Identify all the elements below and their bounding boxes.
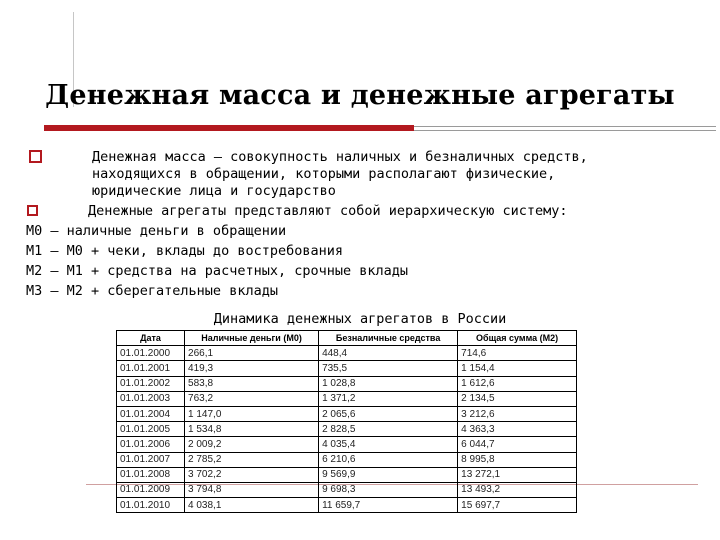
table-cell: 6 210,6 — [319, 452, 458, 467]
table-row — [117, 422, 577, 437]
table-cell: 9 698,3 — [319, 482, 458, 497]
table-cell: 8 995,8 — [458, 452, 577, 467]
table-header-cell: Безналичные средства — [319, 331, 458, 346]
aggregate-m0: М0 — наличные деньги в обращении — [26, 223, 287, 239]
square-bullet-icon — [29, 150, 42, 163]
table-cell: 763,2 — [185, 391, 319, 406]
table-cell: 01.01.2002 — [117, 376, 185, 391]
table-cell: 1 147,0 — [185, 406, 319, 421]
aggregate-m3: М3 — М2 + сберегательные вклады — [26, 283, 278, 299]
table-cell: 01.01.2009 — [117, 482, 185, 497]
table-header-cell: Наличные деньги (М0) — [185, 331, 319, 346]
table-row — [117, 376, 577, 391]
table-cell: 1 612,6 — [458, 376, 577, 391]
money-aggregates-table — [116, 330, 577, 513]
aggregate-m1: М1 — М0 + чеки, вклады до востребования — [26, 243, 343, 259]
table-row — [117, 452, 577, 467]
table-row — [117, 391, 577, 406]
table-cell: 13 272,1 — [458, 467, 577, 482]
table-cell: 6 044,7 — [458, 437, 577, 452]
table-cell: 714,6 — [458, 346, 577, 361]
table-caption: Динамика денежных агрегатов в России — [213, 311, 507, 327]
table-cell: 2 065,6 — [319, 406, 458, 421]
table-cell: 01.01.2000 — [117, 346, 185, 361]
table-header-row — [117, 331, 577, 346]
table-cell: 15 697,7 — [458, 498, 577, 513]
bullet-line: Денежные агрегаты представляют собой иерархическую систему: — [88, 203, 568, 219]
aggregate-m2: М2 — М1 + средства на расчетных, срочные вклады — [26, 263, 409, 279]
table-row — [117, 361, 577, 376]
bullet-line: юридические лица и государство — [92, 183, 336, 199]
table-cell: 2 785,2 — [185, 452, 319, 467]
title-underline-red — [44, 125, 414, 131]
bullet-line: Денежная масса — совокупность наличных и безналичных средств, — [92, 149, 588, 165]
table-header-cell: Дата — [117, 331, 185, 346]
table-cell: 13 493,2 — [458, 482, 577, 497]
table-cell: 1 028,8 — [319, 376, 458, 391]
table-cell: 9 569,9 — [319, 467, 458, 482]
table-cell: 1 534,8 — [185, 422, 319, 437]
table-row — [117, 437, 577, 452]
bullet-line: находящихся в обращении, которыми располагают физические, — [92, 166, 556, 182]
slide-body — [26, 146, 706, 301]
table-cell: 01.01.2001 — [117, 361, 185, 376]
table-cell: 3 212,6 — [458, 406, 577, 421]
table-cell: 4 035,4 — [319, 437, 458, 452]
table-cell: 01.01.2010 — [117, 498, 185, 513]
table-cell: 4 038,1 — [185, 498, 319, 513]
table-row — [117, 498, 577, 513]
table-cell: 11 659,7 — [319, 498, 458, 513]
table-cell: 583,8 — [185, 376, 319, 391]
table-cell: 3 702,2 — [185, 467, 319, 482]
table-cell: 448,4 — [319, 346, 458, 361]
title-underline-gray-top — [414, 126, 716, 127]
table-cell: 1 154,4 — [458, 361, 577, 376]
table-cell: 01.01.2008 — [117, 467, 185, 482]
table-cell: 266,1 — [185, 346, 319, 361]
table-cell: 419,3 — [185, 361, 319, 376]
table-cell: 01.01.2007 — [117, 452, 185, 467]
table-row — [117, 467, 577, 482]
table-cell: 01.01.2003 — [117, 391, 185, 406]
table-cell: 4 363,3 — [458, 422, 577, 437]
square-bullet-icon — [27, 205, 38, 216]
table-cell: 2 134,5 — [458, 391, 577, 406]
table-cell: 2 009,2 — [185, 437, 319, 452]
table-header-cell: Общая сумма (М2) — [458, 331, 577, 346]
slide-title: Денежная масса и денежные агрегаты — [45, 80, 675, 111]
title-underline-gray-bottom — [414, 130, 716, 131]
bullet-definition — [26, 146, 706, 200]
table-row — [117, 482, 577, 497]
table-cell: 3 794,8 — [185, 482, 319, 497]
table-cell: 01.01.2005 — [117, 422, 185, 437]
table-cell: 1 371,2 — [319, 391, 458, 406]
table-cell: 01.01.2004 — [117, 406, 185, 421]
table-cell: 01.01.2006 — [117, 437, 185, 452]
table-body — [117, 346, 577, 513]
bullet-aggregates-intro — [26, 201, 706, 221]
table-row — [117, 406, 577, 421]
table-cell: 735,5 — [319, 361, 458, 376]
table-row — [117, 346, 577, 361]
table-cell: 2 828,5 — [319, 422, 458, 437]
